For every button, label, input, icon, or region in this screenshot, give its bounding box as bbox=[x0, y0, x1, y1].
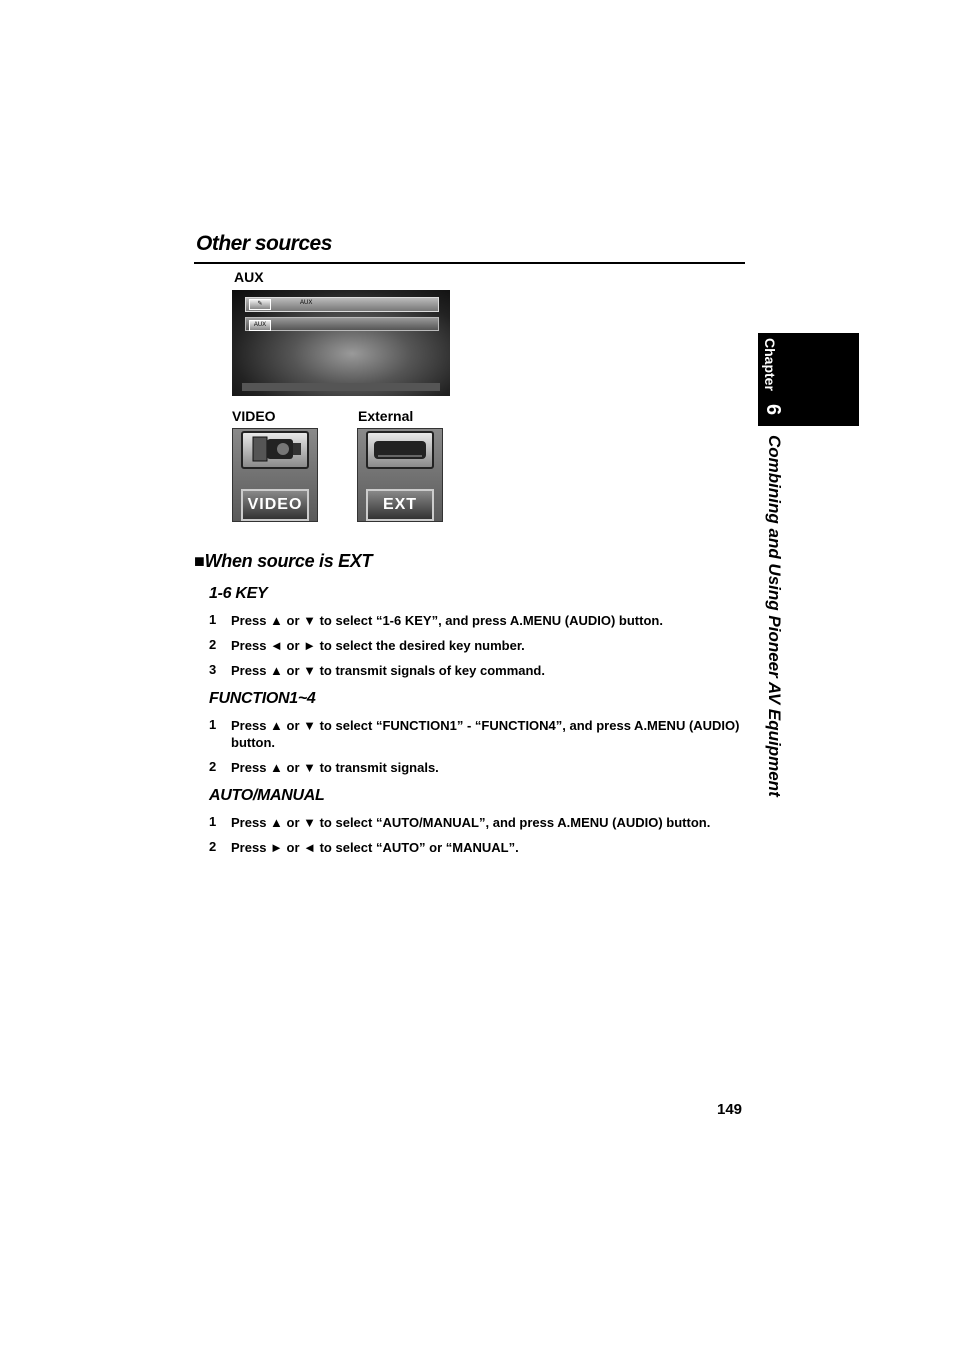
step-number: 1 bbox=[209, 612, 217, 627]
step-number: 1 bbox=[209, 717, 217, 732]
aux-screen-top-bar bbox=[245, 297, 439, 312]
heading-square-marker: ■ bbox=[194, 551, 205, 571]
aux-screen-source-icon: ✎ bbox=[249, 299, 271, 310]
chapter-tab-number: 6 bbox=[762, 404, 784, 416]
chapter-side-title: Combining and Using Pioneer AV Equipment bbox=[765, 435, 784, 797]
chapter-tab-word: Chapter bbox=[762, 338, 778, 391]
group-title-function: FUNCTION1~4 bbox=[209, 690, 316, 707]
ext-heading-text: When source is EXT bbox=[204, 551, 373, 571]
step-number: 2 bbox=[209, 839, 217, 854]
external-caption: External bbox=[358, 408, 414, 424]
external-source-icon-tile bbox=[357, 428, 443, 522]
aux-caption: AUX bbox=[234, 269, 264, 285]
video-caption: VIDEO bbox=[232, 408, 276, 424]
step-text: Press ◄ or ► to select the desired key number. bbox=[231, 638, 525, 653]
step-text: Press ▲ or ▼ to transmit signals of key command. bbox=[231, 663, 545, 678]
section-title: Other sources bbox=[196, 232, 332, 255]
external-icon-label: EXT bbox=[366, 489, 434, 521]
ext-section-heading bbox=[194, 551, 372, 572]
step-number: 2 bbox=[209, 637, 217, 652]
step-number: 3 bbox=[209, 662, 217, 677]
step-text: Press ▲ or ▼ to transmit signals. bbox=[231, 760, 439, 775]
group-title-1-6-key: 1-6 KEY bbox=[209, 585, 268, 602]
external-unit-icon bbox=[366, 431, 434, 469]
aux-screen-image bbox=[232, 290, 450, 396]
video-source-icon-tile bbox=[232, 428, 318, 522]
step-text: Press ▲ or ▼ to select “AUTO/MANUAL”, and press A.MENU (AUDIO) button. bbox=[231, 815, 711, 830]
page-number: 149 bbox=[717, 1101, 743, 1118]
aux-screen-second-bar bbox=[245, 317, 439, 331]
step-text: Press ▲ or ▼ to select “FUNCTION1” - “FUNCTION4”, and press A.MENU (AUDIO) button. bbox=[231, 718, 740, 750]
step-number: 2 bbox=[209, 759, 217, 774]
aux-screen-aux-button: AUX bbox=[249, 320, 271, 331]
group-title-auto-manual: AUTO/MANUAL bbox=[209, 787, 325, 804]
step-text: Press ▲ or ▼ to select “1-6 KEY”, and press A.MENU (AUDIO) button. bbox=[231, 613, 663, 628]
step-text: Press ► or ◄ to select “AUTO” or “MANUAL”. bbox=[231, 840, 519, 855]
title-rule bbox=[194, 262, 745, 264]
video-camera-icon bbox=[241, 431, 309, 469]
video-icon-label: VIDEO bbox=[241, 489, 309, 521]
aux-screen-source-label: AUX bbox=[300, 300, 313, 306]
step-number: 1 bbox=[209, 814, 217, 829]
aux-screen-bottom-bar bbox=[242, 383, 440, 391]
